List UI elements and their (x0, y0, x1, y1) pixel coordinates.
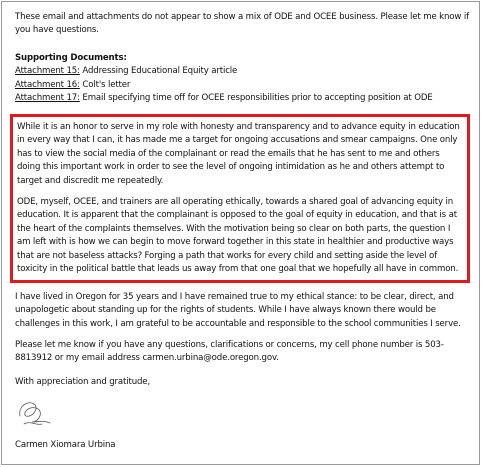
attachment-17: Attachment 17: Email specifying time off for OCEE responsibilities prior to accepting position at ODE (15, 93, 433, 104)
intro-paragraph: These email and attachments do not appear to show a mix of ODE and OCEE business. Please let me know if you have questions. (15, 12, 469, 36)
attachment-16: Attachment 16: Colt's letter (15, 79, 131, 90)
signature-name: Carmen Xiomara Urbina (15, 440, 116, 450)
supporting-documents (15, 52, 469, 106)
oregon-paragraph: I have lived in Oregon for 35 years and I have remained true to my ethical stance: to be clear, direct, and unapologetic about standing up for the rights of students. While I have always known there would be challenges in this work, I am grateful to be accountable and responsible to the school communities I serve. (15, 292, 461, 329)
letter-page (1, 1, 480, 465)
attachment-15: Attachment 15: Addressing Educational Equity article (15, 66, 238, 77)
handwritten-signature (14, 396, 54, 430)
closing-line: With appreciation and gratitude, (15, 377, 151, 387)
supporting-heading: Supporting Documents: (15, 53, 127, 63)
contact-paragraph: Please let me know if you have any questions, clarifications or concerns, my cell phone number is 503-8813912 or my email address carmen.urbina@ode.oregon.gov. (15, 340, 444, 364)
attachment-label: Attachment 15: (15, 66, 80, 77)
attachment-label: Attachment 16: (15, 79, 80, 90)
attachment-label: Attachment 17: (15, 93, 80, 104)
highlighted-paragraph-2: ODE, myself, OCEE, and trainers are all operating ethically, towards a shared goal of advancing equity in education. It is apparent that the complainant is opposed to the goal of equity in education, and that is at the heart of the complaints themselves. With the motivation being so clear on both parts, the question I am left with is how we can begin to move forward together in this state in healthier and productive ways that are not baseless attacks? Forging a path that works for every child and setting aside the level of toxicity in the political battle that leads us away from that one goal that we hopefully all have in common. (17, 197, 459, 275)
highlighted-paragraph-1: While it is an honor to serve in my role with honesty and transparency and to advance equity in education in every way that I can, it has made me a target for ongoing accusations and smear campaigns. One only has to view the social media of the complainant or read the emails that he has sent to me and others doing this important work in order to see the level of ongoing intimidation as he and others attempt to target and discredit me repeatedly. (17, 122, 460, 186)
